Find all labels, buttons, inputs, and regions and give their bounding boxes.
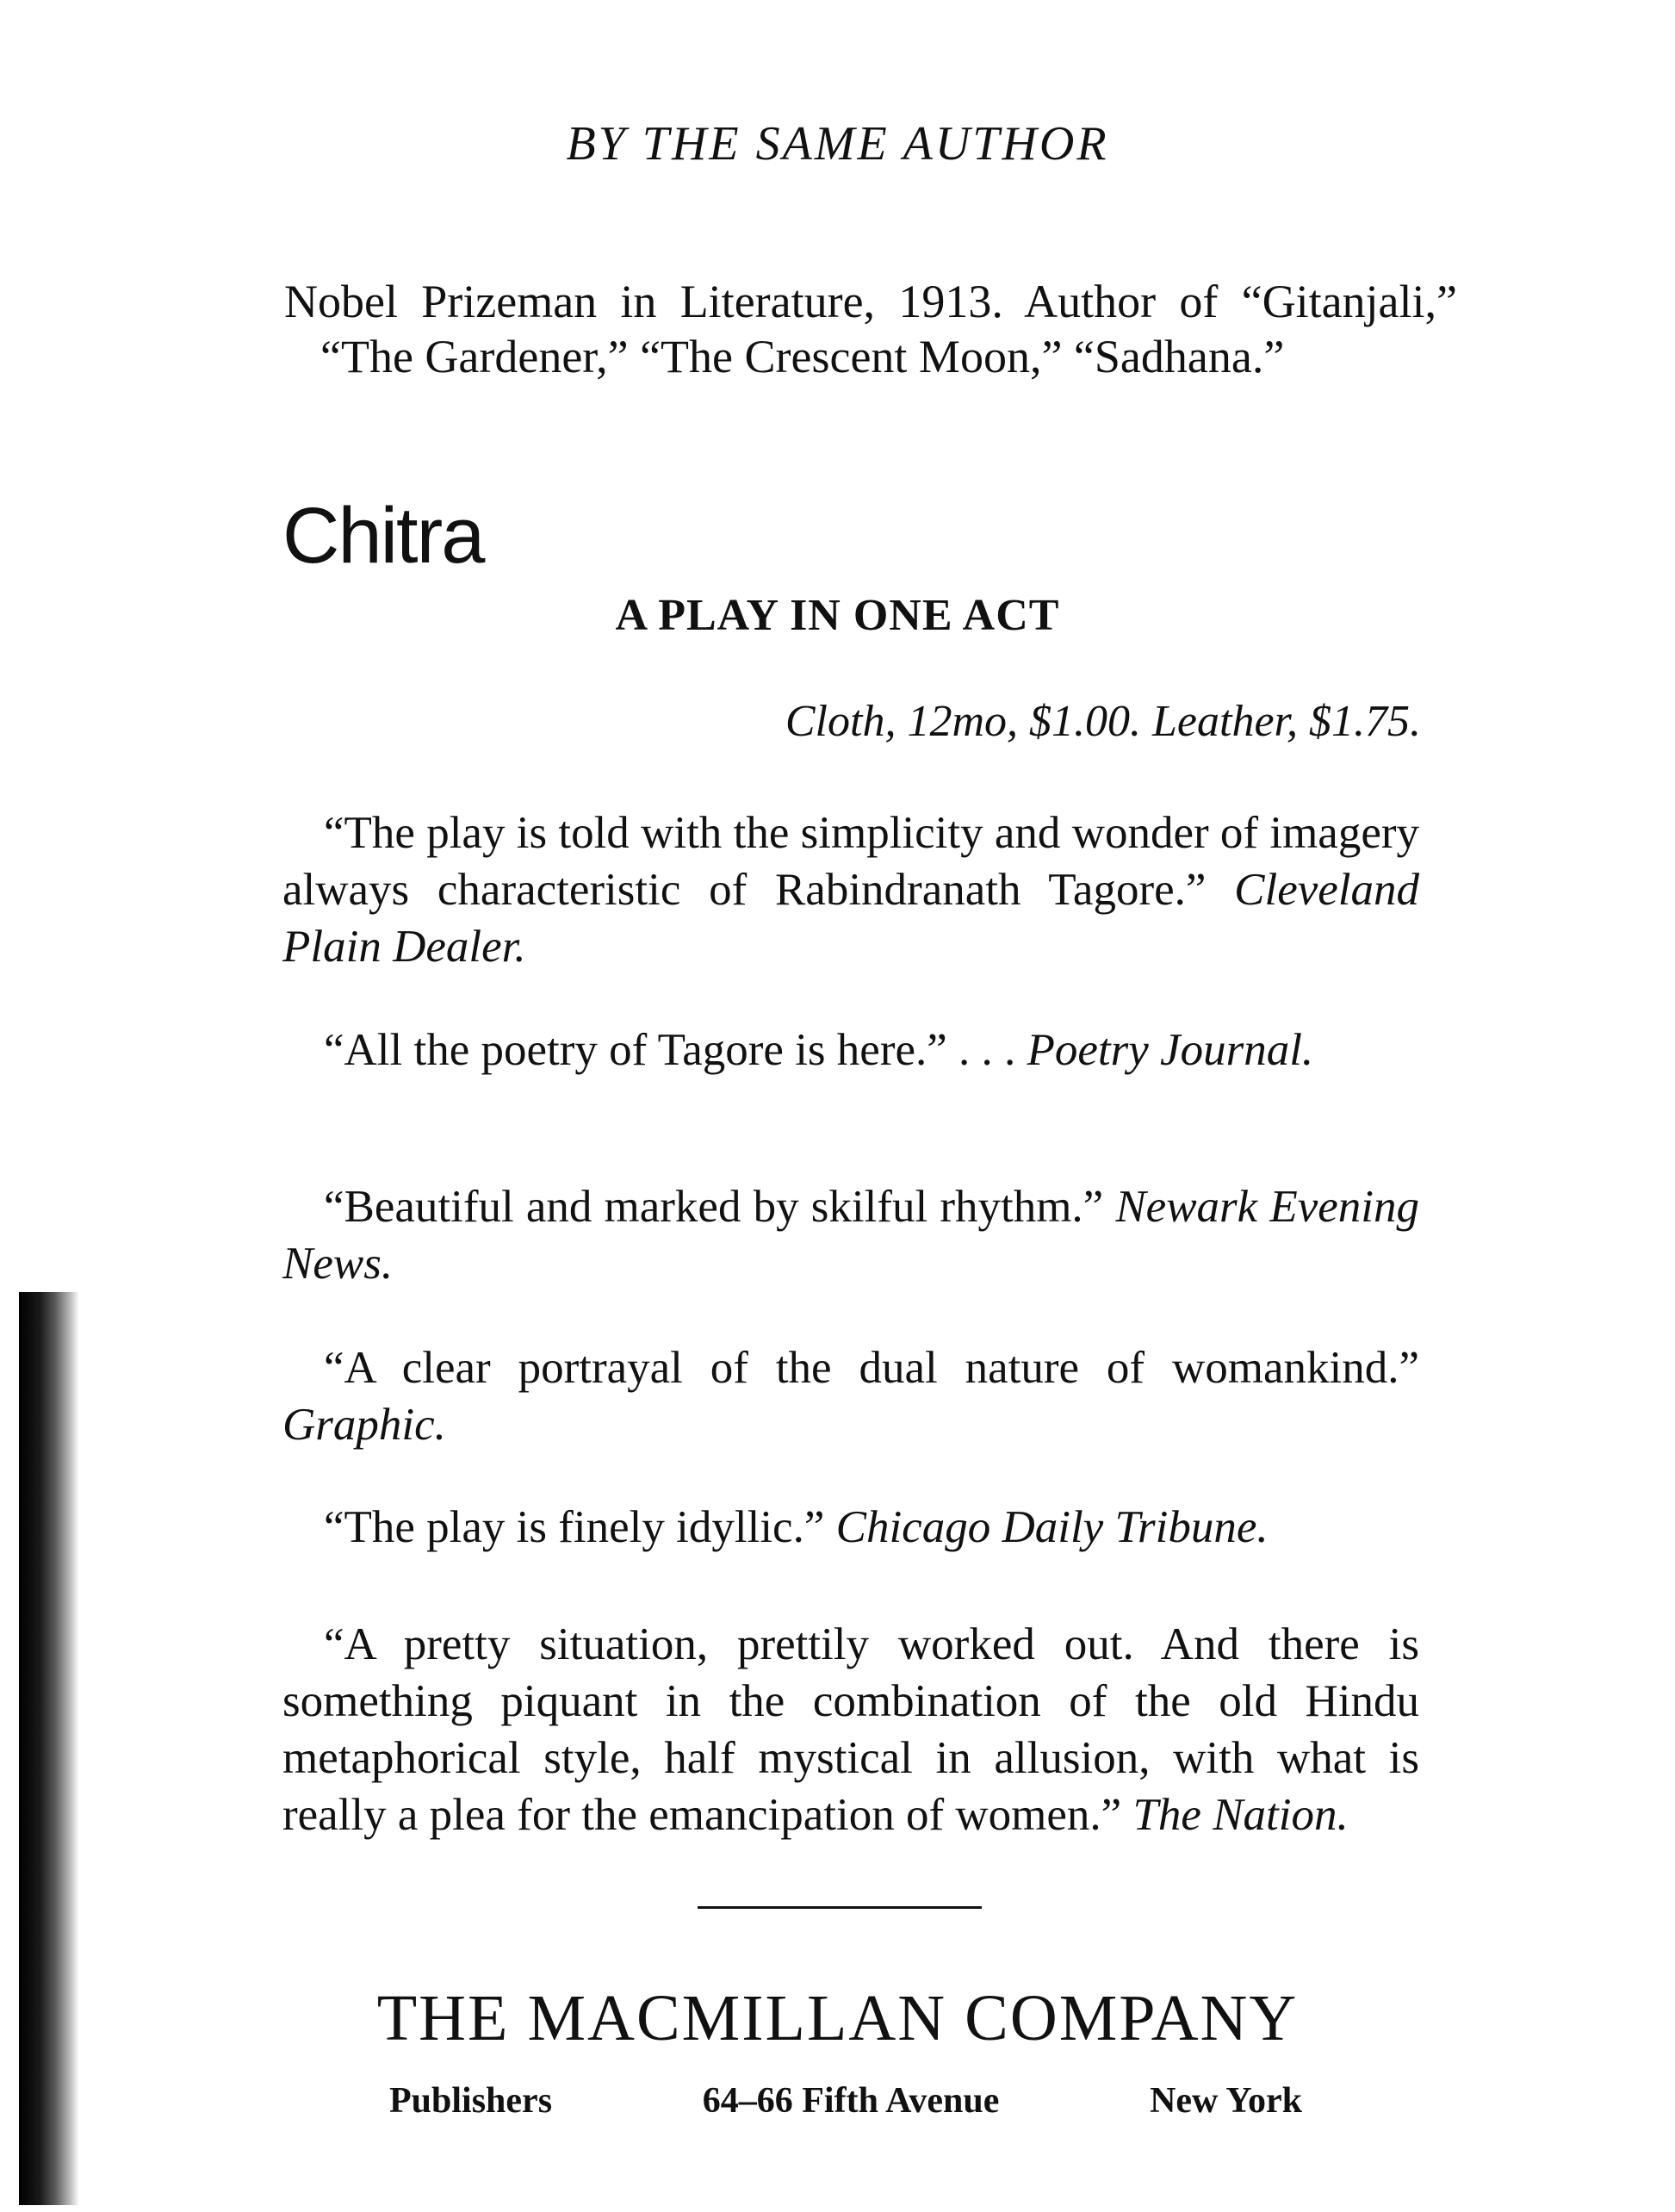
review-source: Cleveland Plain Dealer. xyxy=(282,865,1419,972)
publisher-name: THE MACMILLAN COMPANY xyxy=(376,1982,1299,2054)
review-quote: “Beautiful and marked by skilful rhythm.” xyxy=(324,1182,1104,1232)
review-source: Poetry Journal. xyxy=(1027,1025,1314,1075)
review-source: Graphic. xyxy=(282,1400,446,1450)
price-line: Cloth, 12mo, $1.00. Leather, $1.75. xyxy=(785,697,1421,746)
review-quote: “The play is told with the simplicity and wonder of imagery always characteristic of Rabindranath Tagore.” xyxy=(282,808,1419,915)
binding-shadow xyxy=(19,1292,79,2205)
book-title: Chitra xyxy=(282,492,484,580)
divider-rule xyxy=(698,1906,982,1909)
imprint-address: 64–66 Fifth Avenue xyxy=(702,2081,1000,2121)
review-quote: “The play is finely idyllic.” xyxy=(324,1502,825,1552)
review-4 xyxy=(282,1339,1419,1453)
review-5 xyxy=(282,1499,1419,1556)
imprint-role: Publishers xyxy=(389,2081,553,2121)
review-1 xyxy=(282,805,1419,975)
review-quote: “A clear portrayal of the dual nature of womankind.” xyxy=(324,1343,1419,1393)
review-source: Chicago Daily Tribune. xyxy=(835,1502,1269,1552)
book-subtitle: A PLAY IN ONE ACT xyxy=(615,591,1060,640)
author-note: Nobel Prizeman in Literature, 1913. Author of “Gitanjali,” “The Gardener,” “The Crescent Moon,” “Sadhana.” xyxy=(284,276,1457,382)
review-6 xyxy=(282,1616,1419,1843)
imprint-line xyxy=(389,2080,1302,2122)
review-quote: “A pretty situation, prettily worked out. And there is something piquant in the combination of the old Hindu metaphorical style, half mystical in allusion, with what is really a plea for the emancipation of women.” xyxy=(282,1619,1419,1840)
review-source: Newark Evening News. xyxy=(282,1182,1419,1289)
review-source: The Nation. xyxy=(1132,1790,1349,1840)
review-2 xyxy=(282,1022,1419,1078)
running-head: BY THE SAME AUTHOR xyxy=(566,117,1109,171)
review-3 xyxy=(282,1178,1419,1292)
imprint-city: New York xyxy=(1150,2081,1302,2121)
review-quote: “All the poetry of Tagore is here.” . . . xyxy=(324,1025,1016,1075)
